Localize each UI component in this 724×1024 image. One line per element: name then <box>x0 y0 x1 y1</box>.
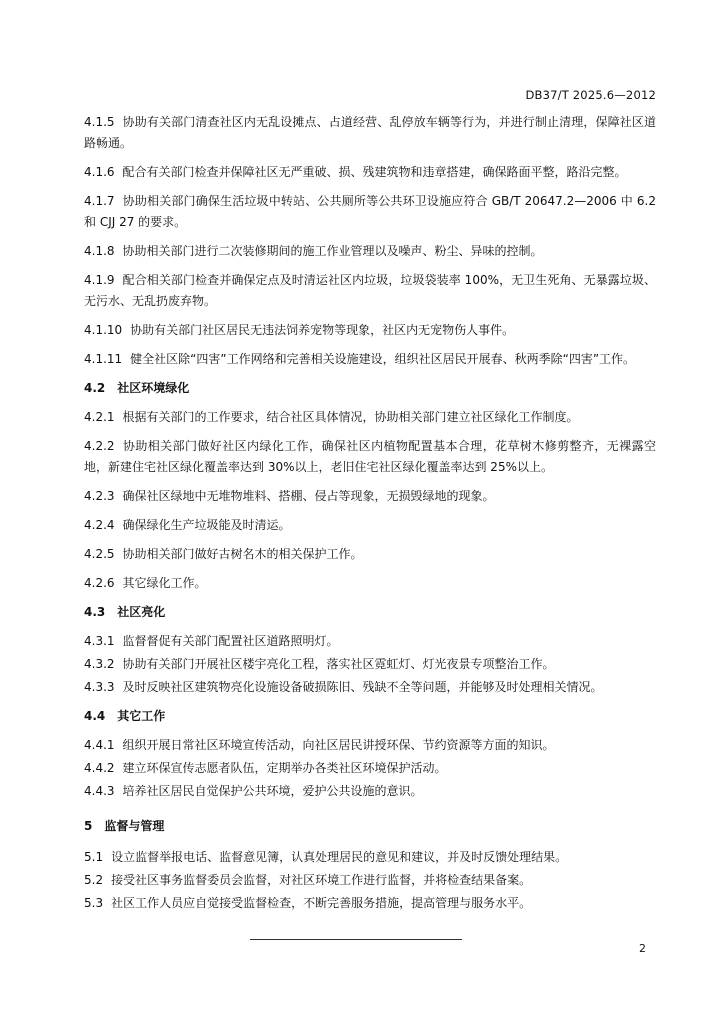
section-heading <box>84 602 656 623</box>
clause-text: 配合有关部门检查并保障社区无严重破、损、残建筑物和违章搭建，确保路面平整，路沿完整。 <box>122 165 627 179</box>
clause-number: 4.1.7 <box>84 194 115 208</box>
section-heading-title: 社区亮化 <box>117 605 166 619</box>
section-heading-title: 社区环境绿化 <box>117 381 190 395</box>
document-body <box>84 112 656 922</box>
clause-number: 4.4.1 <box>84 738 115 752</box>
footer-divider <box>250 939 462 940</box>
clause-number: 4.2.2 <box>84 439 115 453</box>
clause-paragraph <box>84 515 656 536</box>
clause-text: 协助有关部门开展社区楼宇亮化工程，落实社区霓虹灯、灯光夜景专项整治工作。 <box>122 657 555 671</box>
clause-number: 4.1.6 <box>84 165 115 179</box>
clause-paragraph <box>84 270 656 312</box>
clause-number: 4.1.10 <box>84 323 123 337</box>
clause-text: 根据有关部门的工作要求，结合社区具体情况，协助相关部门建立社区绿化工作制度。 <box>122 410 579 424</box>
clause-text: 培养社区居民自觉保护公共环境，爱护公共设施的意识。 <box>122 784 423 798</box>
clause-text: 协助相关部门做好古树名木的相关保护工作。 <box>122 547 363 561</box>
clause-paragraph <box>84 320 656 341</box>
clause-text: 监督督促有关部门配置社区道路照明灯。 <box>122 634 339 648</box>
clause-number: 4.1.9 <box>84 273 115 287</box>
clause-text: 确保绿化生产垃圾能及时清运。 <box>122 518 291 532</box>
clause-text: 确保社区绿地中无堆物堆料、搭棚、侵占等现象，无损毁绿地的现象。 <box>122 489 495 503</box>
clause-paragraph <box>84 436 656 478</box>
clause-text: 协助有关部门清查社区内无乱设摊点、占道经营、乱停放车辆等行为，并进行制止清理，保障社区道路畅通。 <box>84 115 656 150</box>
clause-paragraph <box>84 735 656 756</box>
clause-paragraph <box>84 781 656 802</box>
clause-number: 4.4.3 <box>84 784 115 798</box>
clause-text: 健全社区除“四害”工作网络和完善相关设施建设，组织社区居民开展春、秋两季除“四害”工作。 <box>130 352 636 366</box>
clause-number: 4.3 <box>84 605 106 619</box>
clause-text: 设立监督举报电话、监督意见簿，认真处理居民的意见和建议，并及时反馈处理结果。 <box>111 850 568 864</box>
clause-text: 协助相关部门进行二次装修期间的施工作业管理以及噪声、粉尘、异味的控制。 <box>122 244 543 258</box>
clause-text: 及时反映社区建筑物亮化设施设备破损陈旧、残缺不全等问题，并能够及时处理相关情况。 <box>122 680 603 694</box>
clause-paragraph <box>84 241 656 262</box>
page-number: 2 <box>639 942 646 955</box>
section-heading-title: 监督与管理 <box>104 819 165 833</box>
clause-paragraph <box>84 407 656 428</box>
clause-text: 其它绿化工作。 <box>122 576 207 590</box>
clause-text: 协助相关部门做好社区内绿化工作，确保社区内植物配置基本合理，花草树木修剪整齐，无裸露空地，新建住宅社区绿化覆盖率达到 30%以上，老旧住宅社区绿化覆盖率达到 25%以上。 <box>84 439 656 474</box>
clause-text: 建立环保宣传志愿者队伍，定期举办各类社区环境保护活动。 <box>122 761 447 775</box>
clause-number: 5.3 <box>84 896 104 910</box>
clause-text: 协助有关部门社区居民无违法饲养宠物等现象，社区内无宠物伤人事件。 <box>130 323 515 337</box>
clause-paragraph <box>84 573 656 594</box>
clause-number: 4.2.1 <box>84 410 115 424</box>
clause-text: 接受社区事务监督委员会监督，对社区环境工作进行监督，并将检查结果备案。 <box>111 873 532 887</box>
clause-number: 5 <box>84 819 93 833</box>
clause-number: 4.1.8 <box>84 244 115 258</box>
clause-paragraph <box>84 758 656 779</box>
clause-number: 5.1 <box>84 850 104 864</box>
clause-text: 协助相关部门确保生活垃圾中转站、公共厕所等公共环卫设施应符合 GB/T 20647.2—2006 中 6.2 和 CJJ 27 的要求。 <box>84 194 656 229</box>
clause-text: 社区工作人员应自觉接受监督检查，不断完善服务措施，提高管理与服务水平。 <box>111 896 532 910</box>
clause-paragraph <box>84 631 656 652</box>
clause-number: 4.2.5 <box>84 547 115 561</box>
section-heading <box>84 816 656 837</box>
clause-number: 4.2 <box>84 381 106 395</box>
clause-paragraph <box>84 544 656 565</box>
clause-paragraph <box>84 893 656 914</box>
clause-number: 4.1.11 <box>84 352 123 366</box>
clause-number: 4.3.1 <box>84 634 115 648</box>
clause-paragraph <box>84 162 656 183</box>
clause-number: 4.1.5 <box>84 115 115 129</box>
clause-paragraph <box>84 486 656 507</box>
clause-paragraph <box>84 677 656 698</box>
section-heading <box>84 706 656 727</box>
document-code-header: DB37/T 2025.6—2012 <box>525 88 656 102</box>
clause-number: 4.2.4 <box>84 518 115 532</box>
clause-number: 4.4 <box>84 709 106 723</box>
section-heading <box>84 378 656 399</box>
section-heading-title: 其它工作 <box>117 709 166 723</box>
clause-number: 4.3.3 <box>84 680 115 694</box>
clause-paragraph <box>84 112 656 154</box>
clause-paragraph <box>84 654 656 675</box>
clause-paragraph <box>84 349 656 370</box>
clause-text: 配合相关部门检查并确保定点及时清运社区内垃圾，垃圾袋装率 100%，无卫生死角、无暴露垃圾、无污水、无乱扔废弃物。 <box>84 273 656 308</box>
clause-number: 5.2 <box>84 873 104 887</box>
clause-paragraph <box>84 191 656 233</box>
clause-number: 4.2.3 <box>84 489 115 503</box>
clause-text: 组织开展日常社区环境宣传活动，向社区居民讲授环保、节约资源等方面的知识。 <box>122 738 555 752</box>
clause-number: 4.3.2 <box>84 657 115 671</box>
clause-paragraph <box>84 847 656 868</box>
clause-number: 4.4.2 <box>84 761 115 775</box>
clause-paragraph <box>84 870 656 891</box>
clause-number: 4.2.6 <box>84 576 115 590</box>
